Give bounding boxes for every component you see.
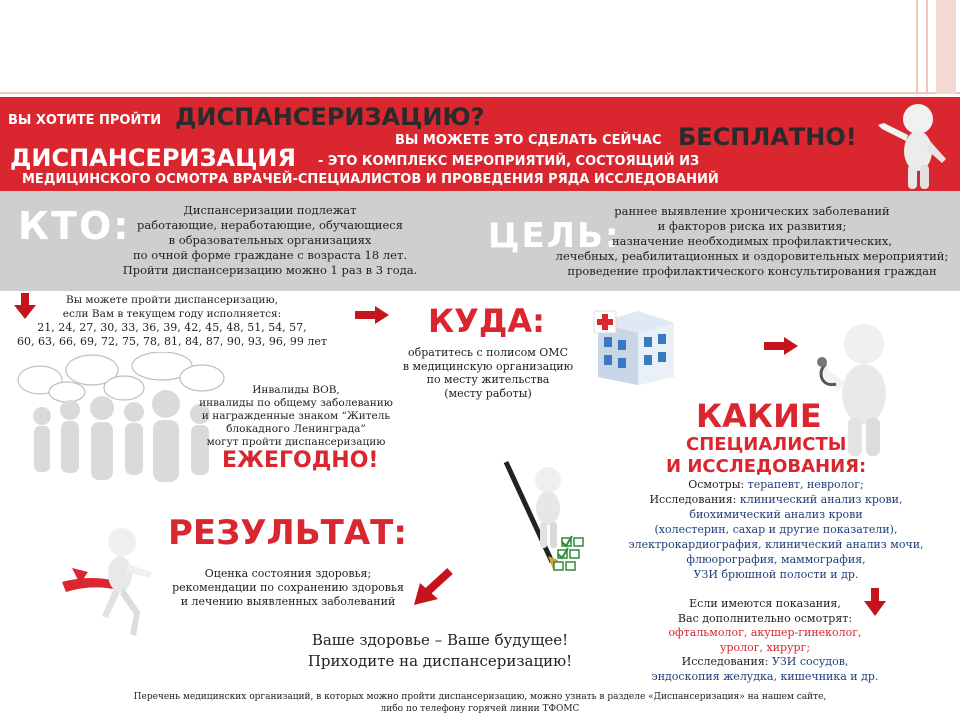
- veterans-line: Инвалиды ВОВ,: [252, 384, 340, 396]
- who-line: по очной форме граждане с возраста 18 лет.: [133, 248, 407, 262]
- who-text: [110, 203, 430, 278]
- result-line: Оценка состояния здоровья;: [204, 567, 372, 580]
- banner-line4: МЕДИЦИНСКОГО ОСМОТРА ВРАЧЕЙ-СПЕЦИАЛИСТОВ И ПРОВЕДЕНИЯ РЯДА ИССЛЕДОВАНИЙ: [22, 172, 719, 187]
- studies-line: биохимический анализ крови: [689, 508, 863, 521]
- specialists-label-3: И ИССЛЕДОВАНИЯ:: [666, 456, 867, 477]
- banner-line3-rest: - ЭТО КОМПЛЕКС МЕРОПРИЯТИЙ, СОСТОЯЩИЙ ИЗ: [318, 154, 700, 169]
- studies-line: УЗИ брюшной полости и др.: [693, 568, 859, 581]
- yearly-label: ЕЖЕГОДНО!: [222, 448, 379, 473]
- who-line: Диспансеризации подлежат: [183, 203, 357, 217]
- banner-line1-big: ДИСПАНСЕРИЗАЦИЮ?: [175, 103, 485, 131]
- banner-line2-prefix: ВЫ МОЖЕТЕ ЭТО СДЕЛАТЬ СЕЙЧАС: [395, 133, 662, 148]
- slogan: [280, 630, 600, 672]
- studies-value: клинический анализ крови,: [739, 493, 903, 506]
- additional-line: офтальмолог, акушер-гинеколог,: [668, 626, 862, 639]
- additional-studies-line: [650, 655, 880, 670]
- arrow-right-icon: [764, 337, 798, 355]
- studies-line: флюорография, маммография,: [686, 553, 866, 566]
- who-line: работающие, неработающие, обучающиеся: [137, 218, 403, 232]
- banner-line1-prefix: ВЫ ХОТИТЕ ПРОЙТИ: [8, 113, 162, 128]
- studies-line: электрокардиография, клинический анализ мочи,: [628, 538, 924, 551]
- additional-studies-title: Исследования:: [681, 655, 769, 668]
- veterans-text: [196, 384, 396, 449]
- slide-frame-line: [0, 92, 960, 94]
- additional-line: Вас дополнительно осмотрят:: [677, 611, 853, 625]
- hospital-building-icon: [588, 303, 678, 385]
- result-label: РЕЗУЛЬТАТ:: [168, 513, 407, 553]
- exams-title: Осмотры:: [688, 478, 745, 491]
- additional-text: [650, 597, 880, 684]
- additional-line: уролог, хирург;: [719, 640, 811, 654]
- where-line: в медицинскую организацию: [402, 359, 574, 373]
- slide-frame-line: [916, 0, 918, 94]
- studies-line: [612, 492, 940, 507]
- arrow-down-left-icon: [412, 567, 454, 607]
- where-label: КУДА:: [428, 302, 545, 340]
- goal-label: ЦЕЛЬ:: [488, 216, 621, 256]
- banner-line2-big: БЕСПЛАТНО!: [678, 123, 857, 151]
- goal-line: и факторов риска их развития;: [657, 219, 847, 233]
- ages-line: если Вам в текущем году исполняется:: [62, 307, 282, 320]
- goal-text: [552, 204, 952, 279]
- where-line: по месту жительства: [426, 373, 550, 386]
- ages-list: 21, 24, 27, 30, 33, 36, 39, 42, 45, 48, 51, 54, 57,: [37, 321, 307, 334]
- banner-line3-big: ДИСПАНСЕРИЗАЦИЯ: [10, 144, 296, 172]
- result-line: и лечению выявленных заболеваний: [180, 595, 396, 608]
- studies-line: (холестерин, сахар и другие показатели),: [654, 523, 898, 536]
- result-line: рекомендации по сохранению здоровья: [172, 581, 404, 594]
- running-figure-icon: [62, 524, 162, 642]
- additional-line: эндоскопия желудка, кишечника и др.: [651, 669, 879, 683]
- ages-list: 60, 63, 66, 69, 72, 75, 78, 81, 84, 87, 90, 93, 96, 99 лет: [17, 334, 327, 348]
- pointing-person-icon: [872, 99, 958, 191]
- footer-line: либо по телефону горячей линии ТФОМС: [380, 704, 580, 714]
- where-text: [388, 346, 588, 400]
- who-line: в образовательных организациях: [168, 233, 372, 247]
- ages-text: [4, 294, 340, 348]
- footer-line: Перечень медицинских организаций, в которых можно пройти диспансеризацию, можно узнать в разделе «Диспансеризация» на нашем сайте,: [133, 692, 827, 702]
- who-line: Пройти диспансеризацию можно 1 раз в 3 года.: [122, 263, 418, 277]
- ages-line: Вы можете пройти диспансеризацию,: [66, 294, 278, 306]
- goal-line: проведение профилактического консультирования граждан: [567, 264, 937, 278]
- exams-line: [612, 477, 940, 492]
- slogan-line: Приходите на диспансеризацию!: [307, 652, 573, 670]
- veterans-line: и награжденные знаком “Житель: [201, 410, 391, 422]
- where-line: (месту работы): [444, 386, 532, 400]
- arrow-right-icon: [355, 306, 389, 324]
- slide-frame-line: [926, 0, 928, 94]
- veterans-line: могут пройти диспансеризацию: [206, 436, 386, 448]
- additional-studies-value: УЗИ сосудов,: [771, 655, 849, 668]
- veterans-line: инвалиды по общему заболеванию: [199, 397, 393, 409]
- goal-line: лечебных, реабилитационных и оздоровительных мероприятий;: [555, 249, 949, 263]
- result-text: [172, 567, 404, 609]
- slide-frame-line: [936, 0, 956, 94]
- studies-title: Исследования:: [649, 493, 737, 506]
- slogan-line: Ваше здоровье – Ваше будущее!: [311, 631, 569, 649]
- goal-line: назначение необходимых профилактических,: [611, 234, 893, 248]
- who-label: КТО:: [18, 204, 131, 248]
- header-banner: [0, 97, 960, 191]
- where-line: обратитесь с полисом ОМС: [408, 346, 568, 359]
- veterans-line: блокадного Ленинграда”: [226, 423, 366, 435]
- specialists-list: [612, 477, 940, 582]
- checklist-figure-icon: [500, 458, 592, 578]
- exams-value: терапевт, невролог;: [747, 478, 864, 491]
- goal-line: раннее выявление хронических заболеваний: [614, 204, 890, 218]
- footer-note: [0, 691, 960, 715]
- specialists-label-1: КАКИЕ: [696, 397, 822, 435]
- specialists-label-2: СПЕЦИАЛИСТЫ: [686, 434, 847, 455]
- additional-line: Если имеются показания,: [689, 597, 841, 610]
